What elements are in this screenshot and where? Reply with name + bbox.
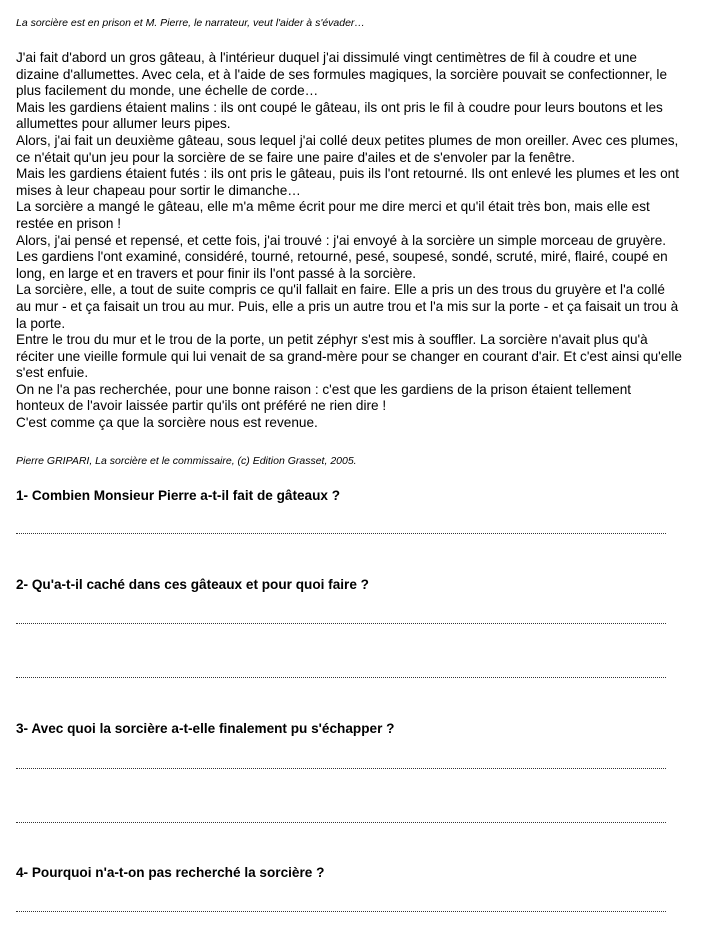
question-2: 2- Qu'a-t-il caché dans ces gâteaux et pour quoi faire ? <box>16 577 369 592</box>
answer-line-q2-b[interactable] <box>16 677 666 678</box>
story-paragraph: C'est comme ça que la sorcière nous est revenue. <box>16 415 318 431</box>
story-paragraph: On ne l'a pas recherchée, pour une bonne raison : c'est que les gardiens de la prison étaient tellement honteux de l'avoir laissée partir qu'ils ont préféré ne rien dire ! <box>16 381 632 414</box>
question-4: 4- Pourquoi n'a-t-on pas recherché la sorcière ? <box>16 865 325 880</box>
story-paragraph: J'ai fait d'abord un gros gâteau, à l'intérieur duquel j'ai dissimulé vingt centimètres de fil à coudre et une dizaine d'allumettes. Avec cela, et à l'aide de ses formules magiques, la sorcière pouvait se confectionner, le plus facilement du monde, une échelle de corde… <box>16 50 668 99</box>
source-citation: Pierre GRIPARI, La sorcière et le commissaire, (c) Edition Grasset, 2005. <box>16 455 357 467</box>
story-paragraph: La sorcière a mangé le gâteau, elle m'a même écrit pour me dire merci et qu'il était très bon, mais elle est restée en prison ! <box>16 199 650 231</box>
story-paragraph: La sorcière, elle, a tout de suite compris ce qu'il fallait en faire. Elle a pris un des trous du gruyère et l'a collé au mur - et ça faisait un trou au mur. Puis, elle a pris un autre trou et l'a mis sur la porte - et ça faisait un trou à la porte. <box>16 282 679 331</box>
answer-line-q3-b[interactable] <box>16 822 666 823</box>
question-3: 3- Avec quoi la sorcière a-t-elle finalement pu s'échapper ? <box>16 721 395 736</box>
story-paragraph: Alors, j'ai pensé et repensé, et cette fois, j'ai trouvé : j'ai envoyé à la sorcière un simple morceau de gruyère. Les gardiens l'ont examiné, considéré, tourné, retourné, pesé, soupesé, sondé, scruté, miré, flairé, coupé en long, en large et en travers et pour finir ils l'ont passé à la sorcière. <box>16 232 668 281</box>
story-paragraph: Mais les gardiens étaient malins : ils ont coupé le gâteau, ils ont pris le fil à coudre pour leurs boutons et les allumettes pour allumer leurs pipes. <box>16 99 663 132</box>
story-paragraph: Mais les gardiens étaient futés : ils ont pris le gâteau, puis ils l'ont retourné. Ils ont enlevé les plumes et les ont mises à leur chapeau pour sortir le dimanche… <box>16 166 680 198</box>
answer-line-q1[interactable] <box>16 533 666 534</box>
answer-line-q2-a[interactable] <box>16 623 666 624</box>
answer-line-q3-a[interactable] <box>16 768 666 769</box>
question-1: 1- Combien Monsieur Pierre a-t-il fait de gâteaux ? <box>16 488 341 503</box>
intro-text: La sorcière est en prison et M. Pierre, le narrateur, veut l'aider à s'évader… <box>16 17 365 29</box>
story-paragraph: Entre le trou du mur et le trou de la porte, un petit zéphyr s'est mis à souffler. La sorcière n'avait plus qu'à réciter une vieille formule qui lui venait de sa grand-mère pour se changer en courant d'air. Et c'est ainsi qu'elle s'est enfuie. <box>16 332 682 381</box>
story-paragraph: Alors, j'ai fait un deuxième gâteau, sous lequel j'ai collé deux petites plumes de mon oreiller. Avec ces plumes, ce n'était qu'un jeu pour la sorcière de se faire une paire d'ailes et de s'envoler par la fenêtre. <box>16 132 679 165</box>
story-text <box>16 50 682 432</box>
answer-line-q4[interactable] <box>16 911 666 912</box>
